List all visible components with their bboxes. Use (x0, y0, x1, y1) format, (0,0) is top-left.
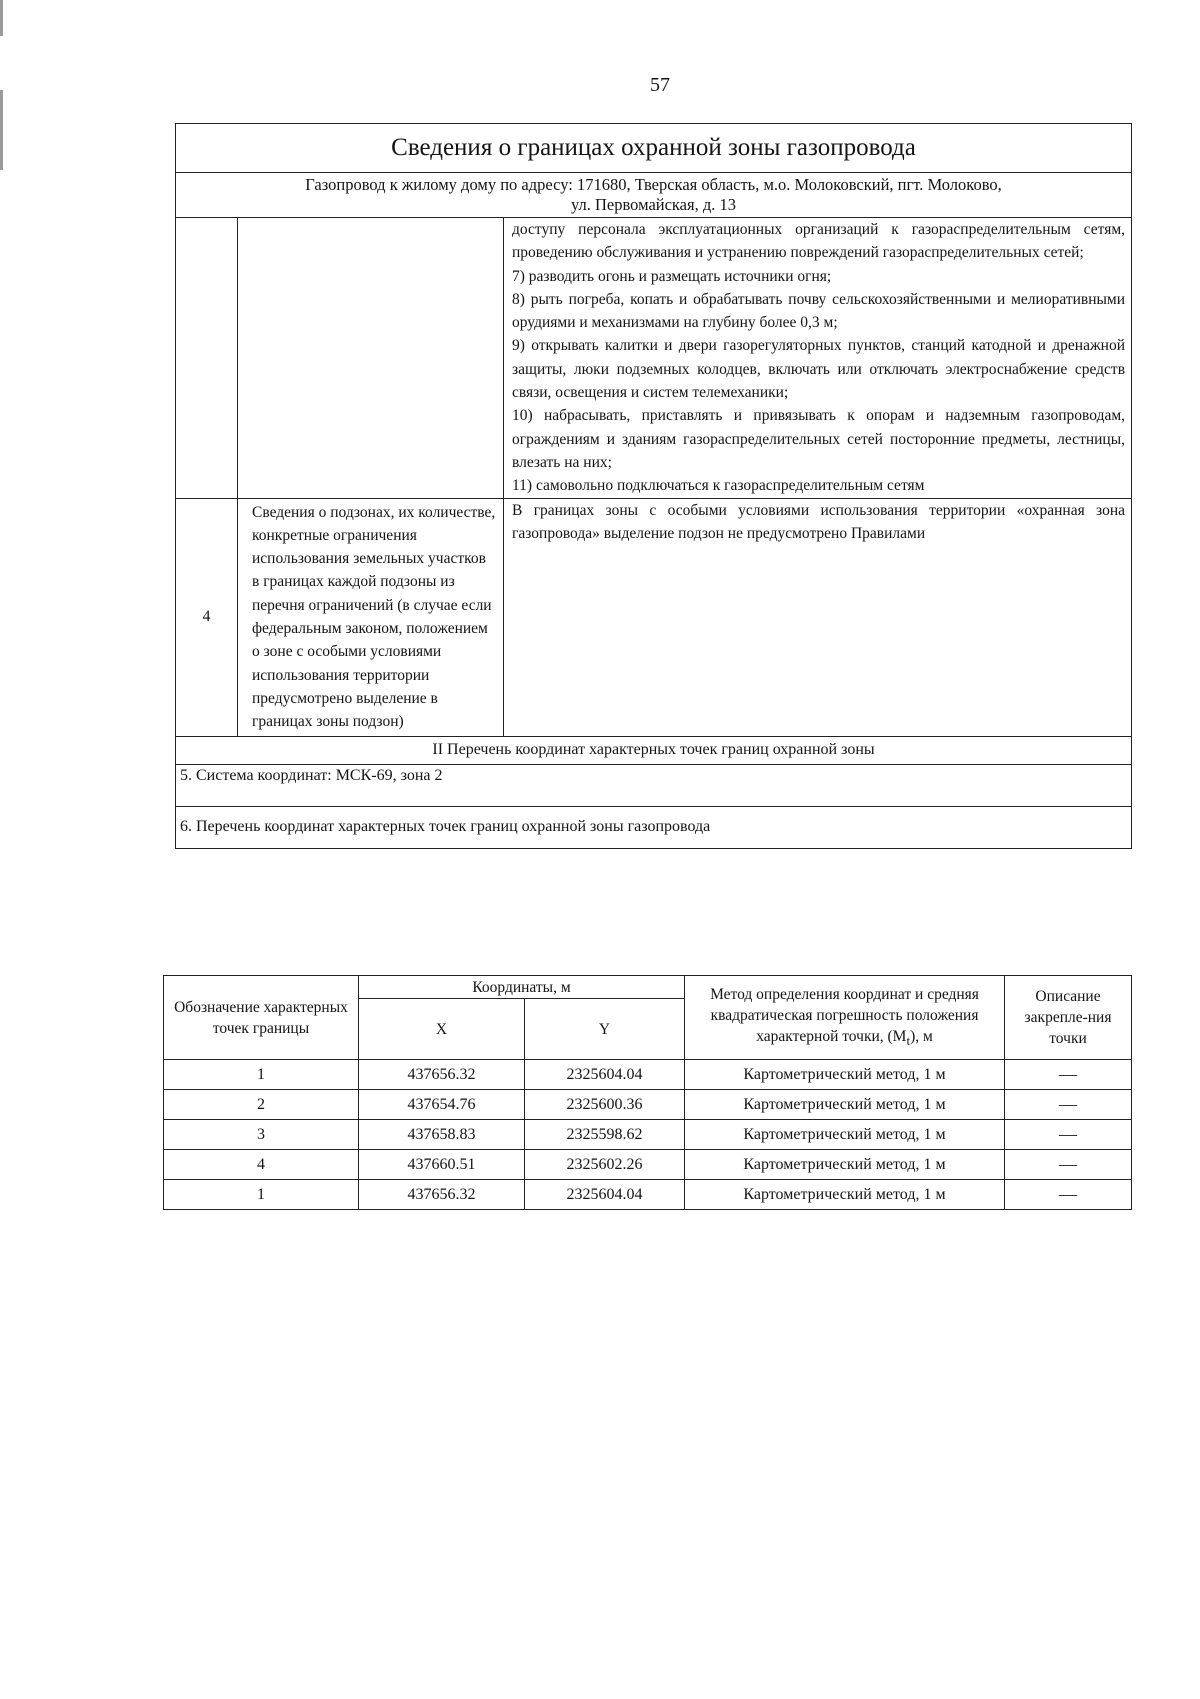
subzones-text: В границах зоны с особыми условиями использования территории «охранная зона газопровода» выделение подзон не предусмотрено Правилами (504, 498, 1132, 736)
x-value: 437660.51 (359, 1150, 525, 1180)
point-id: 1 (164, 1180, 359, 1210)
table-row (164, 1150, 1132, 1180)
header-x: X (359, 999, 525, 1060)
document-title: Сведения о границах охранной зоны газопровода (176, 124, 1132, 173)
y-value: 2325604.04 (525, 1180, 685, 1210)
description-value: — (1005, 1090, 1132, 1120)
table-row (164, 1120, 1132, 1150)
x-value: 437654.76 (359, 1090, 525, 1120)
y-value: 2325598.62 (525, 1120, 685, 1150)
description-value: — (1005, 1180, 1132, 1210)
point-id: 3 (164, 1120, 359, 1150)
header-method (685, 976, 1005, 1060)
restriction-item: 9) открывать калитки и двери газорегуляторных пунктов, станций катодной и дренажной защиты, люки подземных колодцев, включать или отключать электроснабжение средств связи, освещения и систем телемеханики; (512, 337, 1126, 402)
zone-info-table (175, 123, 1132, 849)
page-number: 57 (650, 74, 670, 96)
header-coordinates: Координаты, м (359, 976, 685, 999)
method-value: Картометрический метод, 1 м (685, 1090, 1005, 1120)
y-value: 2325600.36 (525, 1090, 685, 1120)
header-method-text: Метод определения координат и средняя квадратическая погрешность положения характерной точки, (M (710, 985, 979, 1045)
y-value: 2325602.26 (525, 1150, 685, 1180)
description-value: — (1005, 1120, 1132, 1150)
x-value: 437658.83 (359, 1120, 525, 1150)
subzones-label: Сведения о подзонах, их количестве, конкретные ограничения использования земельных участков в границах каждой подзоны из перечня ограничений (в случае если федеральным законом, положением о зоне с особыми условиями использования территории предусмотрено выделение в границах зоны подзон) (238, 498, 504, 736)
header-method-unit: ), м (910, 1027, 933, 1045)
subzones-row (176, 498, 1132, 736)
restriction-item: 8) рыть погреба, копать и обрабатывать почву сельскохозяйственными и мелиоративными орудиями и механизмами на глубину более 0,3 м; (512, 290, 1126, 332)
table-row (164, 1060, 1132, 1090)
method-value: Картометрический метод, 1 м (685, 1150, 1005, 1180)
restriction-item: 7) разводить огонь и размещать источники огня; (512, 267, 832, 285)
method-value: Картометрический метод, 1 м (685, 1180, 1005, 1210)
continued-number-cell (176, 218, 238, 499)
x-value: 437656.32 (359, 1180, 525, 1210)
restriction-item: 11) самовольно подключаться к газораспределительным сетям (512, 477, 925, 495)
scan-edge-marks (0, 0, 6, 180)
coordinate-system: 5. Система координат: МСК-69, зона 2 (176, 764, 1132, 806)
point-id: 1 (164, 1060, 359, 1090)
header-y: Y (525, 999, 685, 1060)
description-value: — (1005, 1060, 1132, 1090)
restriction-item: 10) набрасывать, приставлять и привязывать к опорам и надземным газопроводам, ограждениям и зданиям газораспределительных сетей посторонние предметы, лестницы, влезать на них; (512, 407, 1126, 471)
header-description: Описание закрепле-ния точки (1005, 976, 1132, 1060)
coordinates-list-title: 6. Перечень координат характерных точек границ охранной зоны газопровода (176, 806, 1132, 848)
y-value: 2325604.04 (525, 1060, 685, 1090)
point-id: 4 (164, 1150, 359, 1180)
header-designation: Обозначение характерных точек границы (164, 976, 359, 1060)
restriction-item: доступу персонала эксплуатационных организаций к газораспределительным сетям, проведению обслуживания и устранению повреждений газораспределительных сетей; (512, 221, 1126, 262)
section-title: II Перечень координат характерных точек границ охранной зоны (176, 736, 1132, 764)
row-number: 4 (176, 498, 238, 736)
continued-restrictions-row (176, 218, 1132, 499)
header-method-subscript: t (906, 1033, 911, 1049)
table-row (164, 1180, 1132, 1210)
continued-label-cell (238, 218, 504, 499)
object-address-line2: ул. Первомайская, д. 13 (571, 195, 736, 214)
coordinates-table (163, 975, 1132, 1210)
object-address (176, 173, 1132, 218)
table-row (164, 1090, 1132, 1120)
object-address-line1: Газопровод к жилому дому по адресу: 171680, Тверская область, м.о. Молоковский, пгт. Молоково, (305, 175, 1002, 194)
point-id: 2 (164, 1090, 359, 1120)
method-value: Картометрический метод, 1 м (685, 1060, 1005, 1090)
restrictions-list (504, 218, 1132, 499)
method-value: Картометрический метод, 1 м (685, 1120, 1005, 1150)
description-value: — (1005, 1150, 1132, 1180)
x-value: 437656.32 (359, 1060, 525, 1090)
